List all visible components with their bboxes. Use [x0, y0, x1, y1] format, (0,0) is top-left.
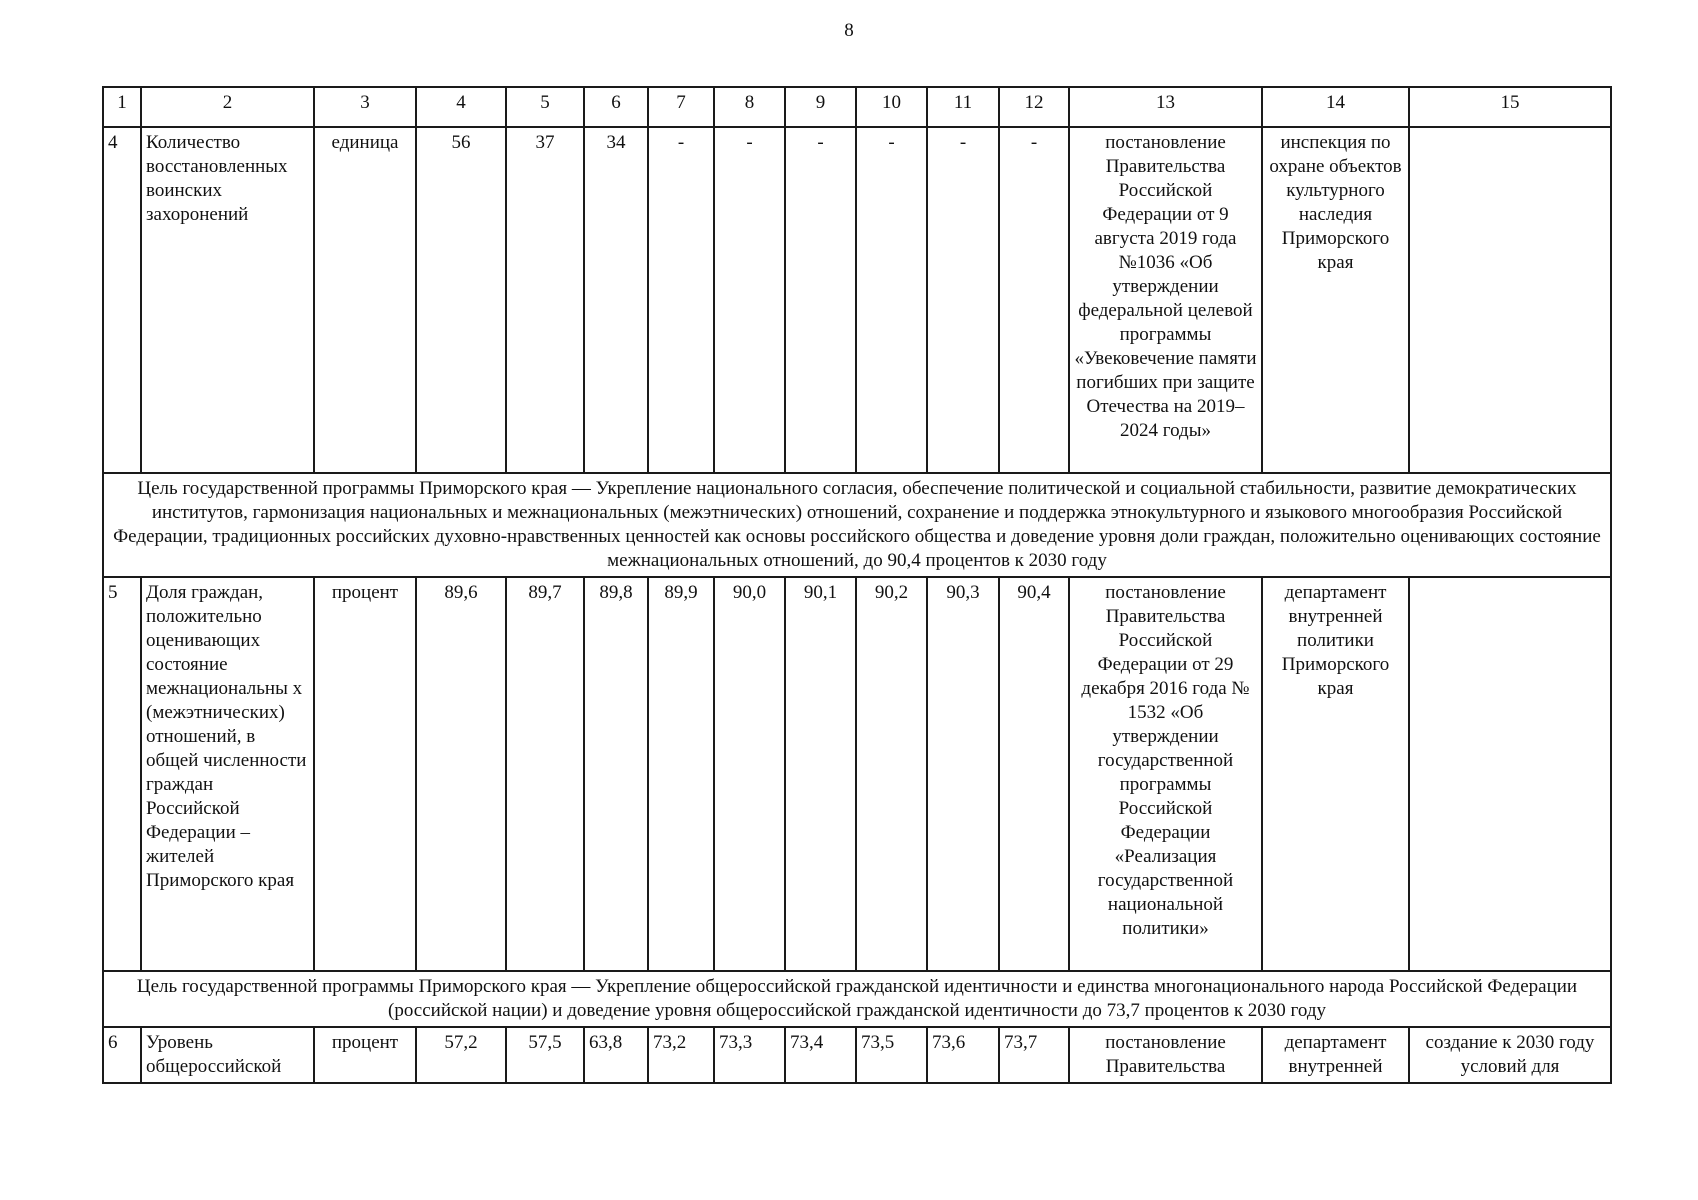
value-cell: 89,6: [416, 577, 506, 971]
legal-basis: постановление Правительства: [1069, 1027, 1262, 1083]
page-number: 8: [844, 20, 854, 41]
column-number: 15: [1409, 87, 1611, 127]
column-number: 12: [999, 87, 1069, 127]
indicator-name: Количество восстановленных воинских захоронений: [141, 127, 314, 473]
goal-row: [103, 473, 1611, 577]
value-cell: 73,5: [856, 1027, 927, 1083]
value-cell: 37: [506, 127, 584, 473]
column-number: 14: [1262, 87, 1409, 127]
value-cell: -: [856, 127, 927, 473]
value-cell: -: [714, 127, 785, 473]
column-number: 5: [506, 87, 584, 127]
unit: процент: [314, 1027, 416, 1083]
legal-basis: постановление Правительства Российской Федерации от 29 декабря 2016 года № 1532 «Об утверждении государственной программы Российской Федерации «Реализация государственной национальной политики»: [1069, 577, 1262, 971]
unit: единица: [314, 127, 416, 473]
value-cell: -: [927, 127, 999, 473]
indicator-name: Доля граждан, положительно оценивающих состояние межнациональны х (межэтнических) отношений, в общей численности граждан Российской Федерации – жителей Приморского края: [141, 577, 314, 971]
table-row: [103, 577, 1611, 971]
responsible-body: департамент внутренней политики Приморского края: [1262, 577, 1409, 971]
value-cell: 89,9: [648, 577, 714, 971]
indicators-table: [102, 86, 1612, 1084]
value-cell: 90,1: [785, 577, 856, 971]
column-number: 9: [785, 87, 856, 127]
value-cell: 90,0: [714, 577, 785, 971]
goal-row: [103, 971, 1611, 1027]
value-cell: -: [999, 127, 1069, 473]
value-cell: -: [648, 127, 714, 473]
value-cell: 90,2: [856, 577, 927, 971]
value-cell: 73,3: [714, 1027, 785, 1083]
legal-basis: постановление Правительства Российской Федерации от 9 августа 2019 года №1036 «Об утверждении федеральной целевой программы «Увековечение памяти погибших при защите Отечества на 2019–2024 годы»: [1069, 127, 1262, 473]
value-cell: 34: [584, 127, 648, 473]
value-cell: 89,8: [584, 577, 648, 971]
column-number: 11: [927, 87, 999, 127]
indicator-name: Уровень общероссийской: [141, 1027, 314, 1083]
value-cell: 73,4: [785, 1027, 856, 1083]
column-number: 1: [103, 87, 141, 127]
value-cell: 73,7: [999, 1027, 1069, 1083]
column-number: 6: [584, 87, 648, 127]
column-number: 8: [714, 87, 785, 127]
column-number: 13: [1069, 87, 1262, 127]
row-number: 6: [103, 1027, 141, 1083]
row-number: 5: [103, 577, 141, 971]
row-number: 4: [103, 127, 141, 473]
value-cell: 73,6: [927, 1027, 999, 1083]
goal-text: Цель государственной программы Приморского края — Укрепление общероссийской гражданской идентичности и единства многонационального народа Российской Федерации (российской нации) и доведение уровня общероссийской гражданской идентичности до 73,7 процентов к 2030 году: [103, 971, 1611, 1027]
responsible-body: департамент внутренней: [1262, 1027, 1409, 1083]
value-cell: 63,8: [584, 1027, 648, 1083]
note-cell: [1409, 577, 1611, 971]
table-row: [103, 1027, 1611, 1083]
value-cell: 57,5: [506, 1027, 584, 1083]
table-row: [103, 127, 1611, 473]
column-number: 4: [416, 87, 506, 127]
note-cell: создание к 2030 году условий для: [1409, 1027, 1611, 1083]
column-number: 7: [648, 87, 714, 127]
value-cell: 89,7: [506, 577, 584, 971]
column-number: 3: [314, 87, 416, 127]
responsible-body: инспекция по охране объектов культурного наследия Приморского края: [1262, 127, 1409, 473]
value-cell: -: [785, 127, 856, 473]
goal-text: Цель государственной программы Приморского края — Укрепление национального согласия, обеспечение политической и социальной стабильности, развитие демократических институтов, гармонизация национальных и межнациональных (межэтнических) отношений, сохранение и поддержка этнокультурного и языкового многообразия Российской Федерации, традиционных российских духовно-нравственных ценностей как основы российского общества и доведение уровня доли граждан, положительно оценивающих состояние межнациональных отношений, до 90,4 процентов к 2030 году: [103, 473, 1611, 577]
column-number: 2: [141, 87, 314, 127]
value-cell: 73,2: [648, 1027, 714, 1083]
value-cell: 90,4: [999, 577, 1069, 971]
note-cell: [1409, 127, 1611, 473]
unit: процент: [314, 577, 416, 971]
column-number: 10: [856, 87, 927, 127]
value-cell: 57,2: [416, 1027, 506, 1083]
value-cell: 90,3: [927, 577, 999, 971]
value-cell: 56: [416, 127, 506, 473]
header-row: [103, 87, 1611, 127]
